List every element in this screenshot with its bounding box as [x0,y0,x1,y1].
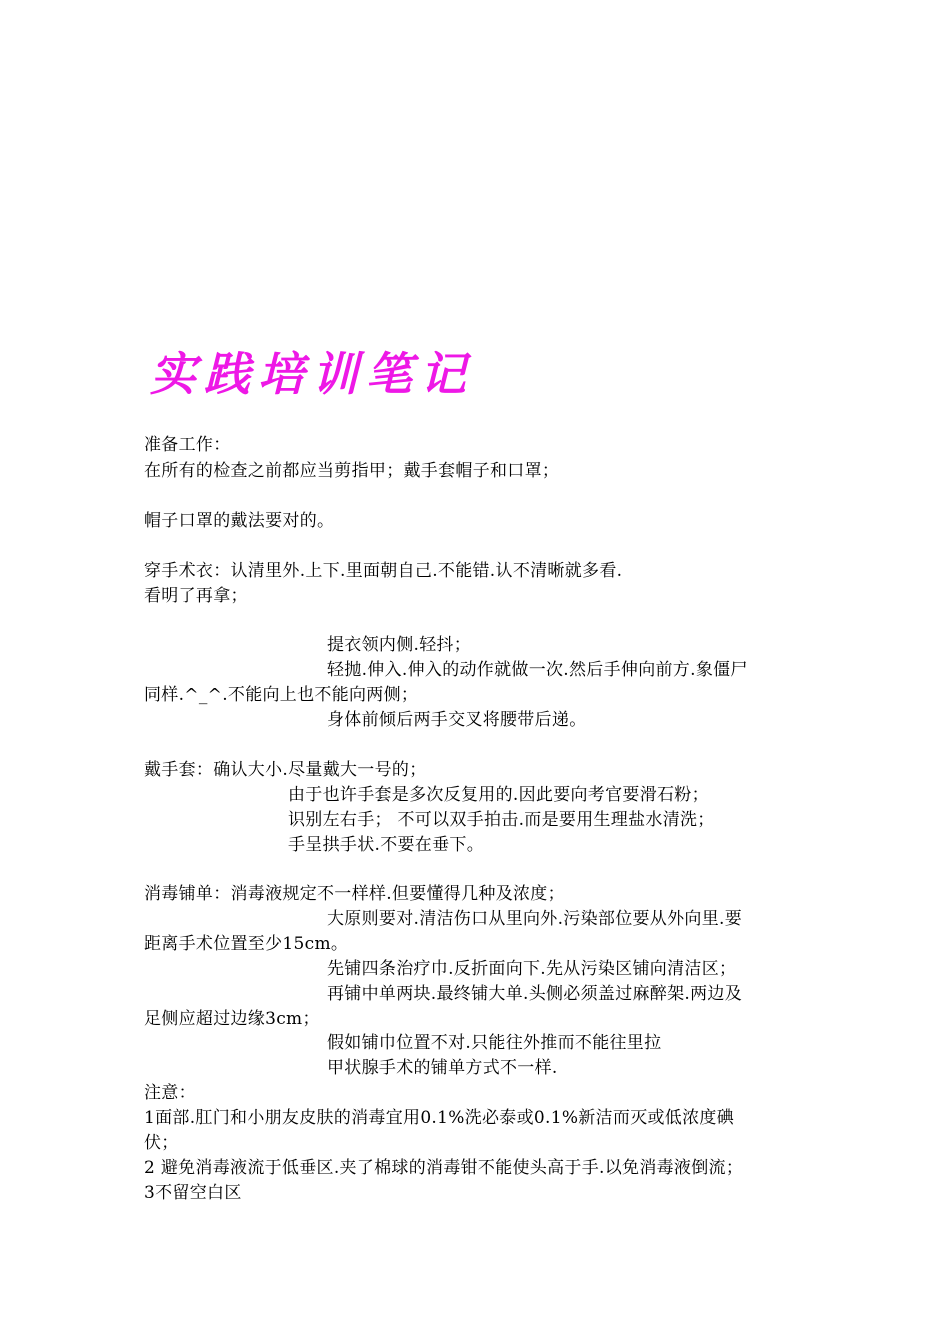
text-line: 伏； [144,1133,179,1153]
text-line: 2 避免消毒液流于低垂区.夹了棉球的消毒钳不能使头高于手.以免消毒液倒流； [144,1158,744,1178]
page-title: 实践培训笔记 [150,347,474,401]
text-line: 戴手套：确认大小.尽量戴大一号的； [144,760,427,780]
text-line: 识别左右手； 不可以双手拍击.而是要用生理盐水清洗； [288,810,715,830]
text-line: 由于也许手套是多次反复用的.因此要向考官要滑石粉； [288,785,709,805]
text-line: 准备工作： [144,435,231,455]
text-line: 再铺中单两块.最终铺大单.头侧必须盖过麻醉架.两边及 [327,984,743,1004]
text-line: 在所有的检查之前都应当剪指甲；戴手套帽子和口罩； [144,461,560,481]
text-line: 穿手术衣：认清里外.上下.里面朝自己.不能错.认不清晰就多看. [144,561,623,581]
text-line: 1面部.肛门和小朋友皮肤的消毒宜用0.1%洗必泰或0.1%新洁而灭或低浓度碘 [144,1108,734,1128]
text-line: 甲状腺手术的铺单方式不一样. [327,1058,558,1078]
text-line: 提衣领内侧.轻抖； [327,635,472,655]
text-line: 假如铺巾位置不对.只能往外推而不能往里拉 [327,1033,662,1053]
text-line: 注意： [144,1083,196,1103]
text-line: 手呈拱手状.不要在垂下。 [288,835,485,855]
text-line: 轻抛.伸入.伸入的动作就做一次.然后手伸向前方.象僵尸 [327,660,748,680]
text-line: 同样.^_^.不能向上也不能向两侧； [144,685,419,705]
text-line: 足侧应超过边缘3cm； [144,1009,320,1029]
text-line: 看明了再拿； [144,586,248,606]
text-line: 身体前倾后两手交叉将腰带后递。 [327,710,587,730]
text-line: 距离手术位置至少15cm。 [144,934,349,954]
text-line: 3不留空白区 [144,1183,242,1203]
text-line: 先铺四条治疗巾.反折面向下.先从污染区铺向清洁区； [327,959,737,979]
text-line: 帽子口罩的戴法要对的。 [144,511,335,531]
text-line: 大原则要对.清洁伤口从里向外.污染部位要从外向里.要 [327,909,743,929]
text-line: 消毒铺单：消毒液规定不一样样.但要懂得几种及浓度； [144,884,565,904]
